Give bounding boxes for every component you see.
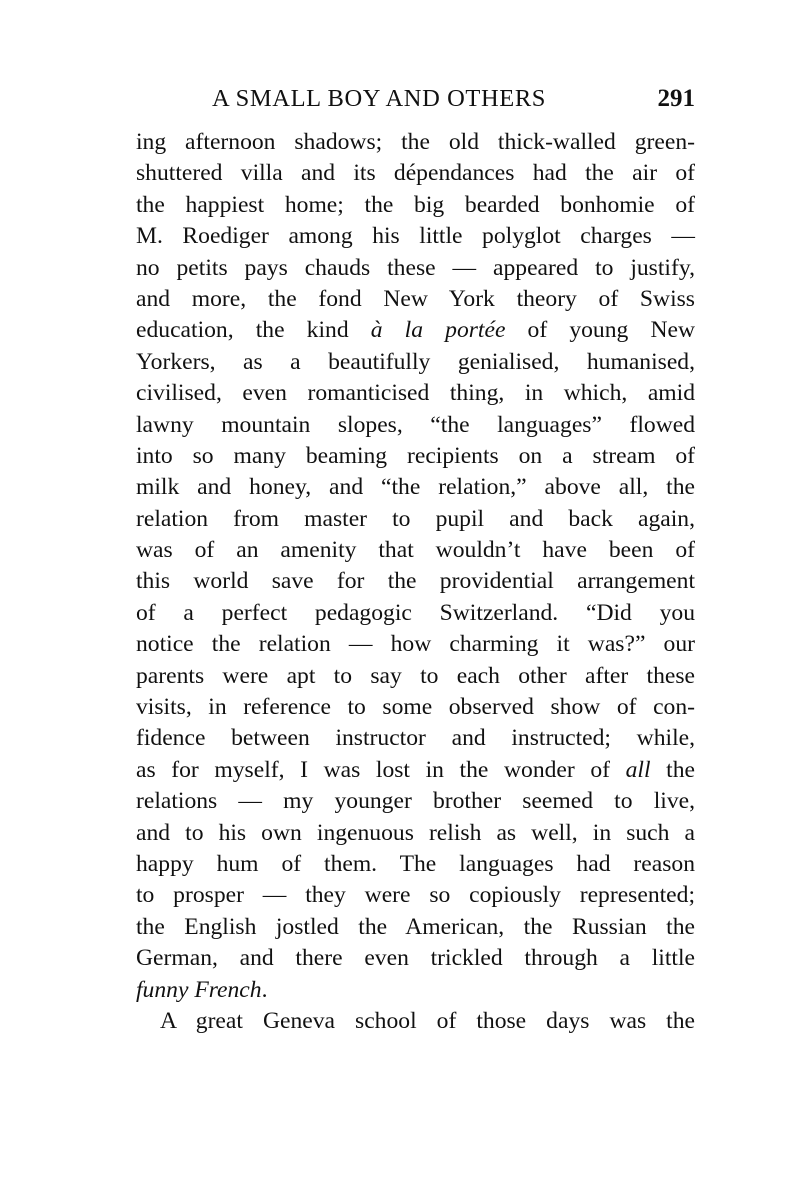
text-line: no petits pays chauds these — appeared to justify, bbox=[136, 254, 695, 281]
text-segment: . bbox=[261, 976, 268, 1003]
text-line: this world save for the providential arrangement bbox=[136, 568, 695, 595]
paragraph-start-line: A great Geneva school of those days was the bbox=[160, 1007, 695, 1034]
text-line: fidence between instructor and instructed; while, bbox=[136, 725, 695, 752]
text-line: to prosper — they were so copiously represented; bbox=[136, 882, 695, 909]
text-line: and more, the fond New York theory of Swiss bbox=[136, 285, 695, 312]
text-line: parents were apt to say to each other after these bbox=[136, 662, 695, 689]
text-line: the English jostled the American, the Russian the bbox=[136, 913, 695, 940]
italic-word: all bbox=[625, 756, 651, 783]
text-line: shuttered villa and its dépendances had the air of bbox=[136, 160, 695, 187]
text-line bbox=[136, 315, 695, 346]
text-line: was of an amenity that wouldn’t have been of bbox=[136, 537, 695, 564]
text-line: Yorkers, as a beautifully genialised, humanised, bbox=[136, 348, 695, 375]
italic-phrase: funny French bbox=[136, 976, 262, 1003]
text-line: relations — my younger brother seemed to live, bbox=[136, 788, 695, 815]
page-number: 291 bbox=[657, 85, 695, 112]
text-line: relation from master to pupil and back again, bbox=[136, 505, 695, 532]
text-line: civilised, even romanticised thing, in which, amid bbox=[136, 380, 695, 407]
text-segment: as for myself, I was lost in the wonder of bbox=[136, 756, 626, 783]
text-line: visits, in reference to some observed show of con- bbox=[136, 694, 695, 721]
text-line bbox=[136, 975, 695, 1006]
text-segment: education, the kind bbox=[136, 317, 371, 344]
body-text bbox=[136, 127, 695, 1037]
text-segment: of young New bbox=[505, 317, 695, 344]
text-line: happy hum of them. The languages had reason bbox=[136, 850, 695, 877]
text-line: of a perfect pedagogic Switzerland. “Did you bbox=[136, 599, 695, 626]
text-line: milk and honey, and “the relation,” above all, the bbox=[136, 474, 695, 501]
text-line: M. Roediger among his little polyglot charges — bbox=[136, 223, 695, 250]
text-line: German, and there even trickled through a little bbox=[136, 945, 695, 972]
text-line: lawny mountain slopes, “the languages” flowed bbox=[136, 411, 695, 438]
text-line: and to his own ingenuous relish as well, in such a bbox=[136, 819, 695, 846]
text-segment: the bbox=[650, 756, 695, 783]
running-title: A SMALL BOY AND OTHERS bbox=[212, 85, 546, 112]
text-line: into so many beaming recipients on a stream of bbox=[136, 442, 695, 469]
text-line: the happiest home; the big bearded bonhomie of bbox=[136, 191, 695, 218]
running-head bbox=[136, 82, 695, 116]
italic-phrase: à la portée bbox=[370, 317, 506, 344]
text-line: notice the relation — how charming it was?” our bbox=[136, 631, 695, 658]
text-line bbox=[136, 755, 695, 786]
text-line: ing afternoon shadows; the old thick-walled green- bbox=[136, 129, 695, 155]
